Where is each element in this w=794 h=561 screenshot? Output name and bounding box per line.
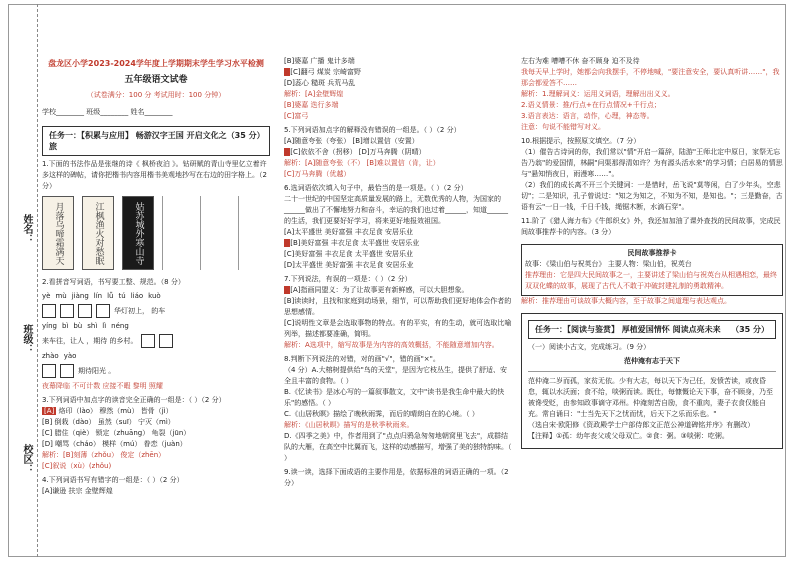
margin-class-label: 班级： — [21, 324, 32, 354]
fill-text: 来车往，让人 ，期待 的乡村。 — [42, 336, 138, 345]
option-label: [C] — [42, 429, 53, 437]
q10-part-1: （1）催告古诗词的你，我们常以"情"开启一篇辞，陆游"王师北定中原日，家祭无忘告乃翁"的爱国情，林嗣"问渠那得清如许？为有源头活水来"的学习情；白居易的情思与"悬知悄夜日，雨漫寒……"。 — [521, 148, 783, 178]
idiom-line: 左右为难 嘈嘈不休 奋不顾身 迫不及待 — [521, 57, 640, 65]
pinyin: bù — [73, 322, 83, 330]
answer-sentence: 我每天早上学时，她都会向我摆手，不停地喊，"要注意安全，要认真听讲……"，我那会都爱答不…… — [521, 68, 780, 87]
answer-grid-row — [42, 334, 270, 348]
pinyin: yè — [42, 292, 51, 300]
q8-item[interactable]: （4 分）A.大榕树提供给"鸟的天堂"，是因为它枝丛生，提供了舒适、安全且丰富的食物。（ ） — [284, 366, 508, 385]
question-4: 4.下列词语书写有错字的一组是：（ ）（2 分） — [42, 476, 184, 484]
calligraphy-area — [42, 196, 270, 274]
q6-row[interactable]: [A]太平盛世 美好富强 丰衣足食 安居乐业 — [284, 228, 413, 236]
question-7: 7.下列说法，有误的一项是：（ ）（2 分） — [284, 275, 412, 283]
analysis: 解析：[B]刻薄（zhǒu） 俊定（zhēn） — [42, 451, 166, 459]
option-text: 腊住（qiè） 锁定（zhuāng） 龟裂（jūn） — [54, 429, 191, 437]
section-2-score: （35 分） — [731, 325, 769, 334]
question-1: 1.下面的书法作品是张继的诗《 枫桥夜泊 》。钻研赋的青山寺里亿立着许多这样的碑帖，请你把楷书内容用楷书美观地抄写在右边的田字格上。（2 分） — [42, 160, 267, 190]
option-text: [C]翻弓 煤炭 宗崎富野 — [290, 68, 362, 76]
pinyin-row — [42, 291, 270, 302]
q3-option[interactable] — [42, 439, 270, 450]
column-3 — [521, 56, 783, 449]
calligraphy-column: 姑苏城外寒山寺 — [122, 196, 154, 270]
school-title: 盘龙区小学2023-2024学年度上学期期末学生学习水平检测 — [48, 59, 264, 68]
option-line[interactable]: [D]蕊心 糙斑 兵荒马乱 — [284, 79, 356, 87]
analysis: 注意：句说不能错写对义。 — [521, 123, 605, 131]
pinyin: liáo — [130, 292, 144, 300]
fill-text: 期待阳光 。 — [78, 366, 116, 375]
answer-cell[interactable] — [141, 334, 155, 348]
option-text: 烙印（lào） 穆然（mù） 皆骨（jì） — [58, 407, 173, 415]
question-11: 11.阶了《猎人海力布》《牛郎织女》外，我还加加油了课外查找的民间故事，完成民间故事推荐卡的内容。（3 分） — [521, 217, 781, 236]
calligraphy-column: 江枫渔火对愁眠 — [82, 196, 114, 270]
answer-grid-row — [42, 304, 270, 318]
analysis: [C]叙说（xù）(zhǒu) — [42, 462, 112, 470]
q6-row[interactable]: [B]美好富强 丰衣足食 太平盛世 安居乐业 — [284, 238, 512, 249]
pinyin: tú — [118, 292, 126, 300]
answer-cell[interactable] — [42, 364, 56, 378]
analysis: 解析：[A]随意夸张（不） [B]难以置信（肯，让） — [284, 159, 440, 167]
question-9: 9.读一读，选择下面成语的主要作用是，依据标准的词语正确的一项。（2 分） — [284, 468, 509, 487]
q6-table — [284, 227, 512, 271]
pinyin: lì — [102, 322, 107, 330]
question-5: 5.下列词语加点字的解释没有错误的一组是。（ ）（2 分） — [284, 126, 461, 134]
question-2: 2.看拼音写词语，书写要工整、规范。（8 分） — [42, 278, 185, 286]
section-1-header — [42, 126, 270, 156]
pinyin-row — [42, 321, 270, 332]
analysis: 解析：[A]金壁辉煌 — [284, 90, 344, 98]
analysis: 解析：1.理解词义：运用义词语，理解出出义义。 — [521, 90, 675, 98]
pinyin: jiàng — [71, 292, 89, 300]
q3-option[interactable] — [42, 428, 270, 439]
card-title: 民间故事推荐卡 — [627, 249, 677, 257]
pinyin-row — [42, 351, 270, 362]
option-line[interactable]: [B]婆嘉 广播 鬼计多端 — [284, 57, 355, 65]
q4-option[interactable]: [A]谦逊 扶宗 金壁辉煌 — [42, 487, 113, 495]
passage-6: 二十一世纪的中国坚定高质量发展的路上，无数优秀的人物，为国家的______做出了不懈地努力和奋斗，幸运的我们也过着______，知道______的生活，我们更要好好学习，将来更好地报效祖国。 — [284, 195, 508, 225]
pinyin: lǚ — [107, 292, 114, 300]
card-reason: 推荐理由：它是四大民间故事之一，主要讲述了梁山伯与祝英台从相遇相恋，最终双双化蝶的故事，展现了古代人不敢于冲破封建礼制的勇敢精神。 — [525, 271, 777, 290]
option-label: [B] — [42, 418, 53, 426]
pinyin: yào — [63, 352, 77, 360]
analysis: 解析：A选项中，缩写故事是为内容的高效概括，不能随意增加内容。 — [284, 341, 499, 349]
reading-1-title: （一）阅读小古文，完成练习。（9 分） — [528, 343, 651, 351]
q8-item[interactable]: D.《四季之美》中，作者用到了"点点归鸦急匆匆地朝窝里飞去"，成群结队的大雁，在高空中比翼而飞，这样的动感描写，增强了美的独特韵味。（ ） — [284, 432, 512, 462]
answer-grid-row — [42, 364, 270, 378]
student-info-line: 学校________ 班级________ 姓名________ — [42, 108, 173, 116]
analysis: [C]富弓 — [284, 112, 309, 120]
analysis: 2.语义情景：推/行点+在行点情况+千行点； — [521, 101, 661, 109]
q8-item[interactable]: C.《山居秋暝》描绘了晚秋雨霁，而后的晴朗自在的心境。（ ） — [284, 410, 479, 418]
option-text: 倒栽（dào） 虽然（suī） 宁灭（mì） — [54, 418, 175, 426]
exam-info: （试卷满分：100 分 考试用时：100 分钟） — [86, 91, 226, 99]
story-recommend-card — [521, 244, 783, 296]
binding-margin — [8, 4, 38, 557]
writing-grid-line[interactable] — [162, 196, 192, 270]
q5-option[interactable] — [284, 147, 512, 158]
question-3: 3.下列词语中加点字的读音完全正确的一组是：（ ）（2 分） — [42, 396, 226, 404]
section-2-header — [528, 320, 776, 339]
margin-name-label: 姓名： — [21, 214, 32, 244]
column-1 — [42, 56, 270, 497]
footnote: 【注释】①孤：幼年丧父或父母双亡。②食：粥。③啖粥：吃粥。 — [528, 432, 729, 440]
answer-key: 夜幕降临 不可计数 应接不暇 黎明 照耀 — [42, 382, 163, 390]
option-label: [A] — [44, 407, 55, 415]
margin-school-label: 校区： — [21, 444, 32, 474]
q3-option[interactable] — [42, 417, 270, 428]
ancient-text-title: 范仲淹有志于天下 — [624, 357, 680, 365]
question-6: 6.选词语依次填入句子中，最恰当的是一项是。（ ）（2 分） — [284, 184, 468, 192]
q10-part-2: （2）我们的成长离不开三个关键词：一是惜时，岳飞说"莫等闲，白了少年头，空悲切"；二是知识，孔子曾说过："知之为知之，不知为不知，是知也。"；三是勤奋，古语有云"一日一钱，千日千钱，绳锯木断，水滴石穿"。 — [521, 181, 783, 211]
q6-row[interactable]: [D]太平盛世 美好富强 丰衣足食 安居乐业 — [284, 261, 414, 269]
q5-option[interactable]: [A]随意夸张（夸张） [B]增以置信（安置） — [284, 137, 419, 145]
analysis: 3.语言表达：语言，动作，心理，神态等。 — [521, 112, 654, 120]
question-10: 10.根据提示，按照原文填空。（7 分） — [521, 137, 641, 145]
answer-cell[interactable] — [159, 334, 173, 348]
q7-option[interactable]: [C]说明性文章是会选取事物的特点。有的平实，有的生动，就可选取比喻列举，描述都要准确，简明。 — [284, 319, 512, 338]
analysis: 解析：《山居秋暝》描写的是秋季秋雨来。 — [284, 421, 414, 429]
reading-section — [521, 313, 783, 449]
answer-cell[interactable] — [60, 364, 74, 378]
column-2 — [284, 56, 512, 489]
q7-option[interactable] — [284, 285, 512, 296]
question-8: 8.判断下列说法的对错，对的画"√"，错的画"×"。 — [284, 355, 440, 363]
option-text: [C]依依不舍（拐移） [D]万马奔腾（阴晴） — [290, 148, 426, 156]
writing-grid-line[interactable] — [238, 196, 268, 270]
option-text: [A]指画同盟义：为了让故事更有新鲜感，可以大胆想象。 — [290, 286, 469, 294]
ancient-source: （选自宋·欧阳修《资政殿学士户部侍郎文正范公神道碑铭并序》有删改） — [528, 421, 755, 429]
answer-cell[interactable] — [60, 304, 74, 318]
pinyin: néng — [111, 322, 129, 330]
q8-item[interactable]: B.《忆读书》是冰心写的一篇叙事散文，文中"读书是我生命中最大的快乐"的感悟。（ ） — [284, 388, 505, 407]
ancient-text: 范仲淹二岁而孤，家贫无依。少有大志，每以天下为己任，发愤苦读，或夜昏怠，辄以水沃面；食不给，啖粥而读。既仕，每慷慨论天下事，奋不顾身，乃至被谗受贬，由参知政事谪守邓州。仲淹刻苦自励，食不重肉，妻子衣食仅能自充。常自诵曰："士当先天下之忧而忧，后天下之乐而乐也。" — [528, 371, 776, 420]
analysis: 解析：推荐理由可谈故事大概内容，至于故事之间道理与表达观点。 — [521, 297, 731, 305]
section-2-title: 任务一：【阅读与鉴赏】 厚植爱国情怀 阅读点亮未来 — [535, 325, 721, 334]
pinyin: mù — [55, 292, 67, 300]
pinyin: yíng — [42, 322, 57, 330]
analysis: [C]万马奔腾（优越） — [284, 170, 351, 178]
subject-title: 五年级语文试卷 — [124, 75, 188, 85]
answer-cell[interactable] — [78, 304, 92, 318]
pinyin: bì — [61, 322, 69, 330]
option-text: 嘲骂（cháo） 模样（mú） 眷恋（juàn） — [55, 440, 187, 448]
answer-cell[interactable] — [96, 304, 110, 318]
q7-option[interactable]: [B]读读时，且找和家庭到动场景，细节，可以帮助我们更好地体会作者的思想感情。 — [284, 297, 512, 316]
card-story-line: 故事：《梁山伯与祝英台》 主要人物：梁山伯，祝英台 — [525, 260, 692, 268]
analysis: [B]婆嘉 迭行多端 — [284, 101, 339, 109]
pinyin: shì — [87, 322, 98, 330]
pinyin: kuò — [148, 292, 161, 300]
answer-cell[interactable] — [42, 304, 56, 318]
q6-row[interactable]: [C]美好富强 丰衣足食 太平盛世 安居乐业 — [284, 250, 414, 258]
section-1-title: 任务一：【积累与应用】 畅游汉字王国 开启文化之旅 — [49, 131, 227, 151]
q3-option[interactable] — [42, 406, 270, 417]
option-line[interactable] — [284, 67, 512, 78]
pinyin: lín — [93, 292, 103, 300]
section-1-score: （35 分） — [226, 131, 265, 140]
pinyin: zhào — [42, 352, 59, 360]
writing-grid-line[interactable] — [200, 196, 230, 270]
fill-text: 华灯初上， 的车 — [114, 306, 166, 315]
calligraphy-column: 月落乌啼霜满天 — [42, 196, 74, 270]
option-label: [D] — [42, 440, 53, 448]
